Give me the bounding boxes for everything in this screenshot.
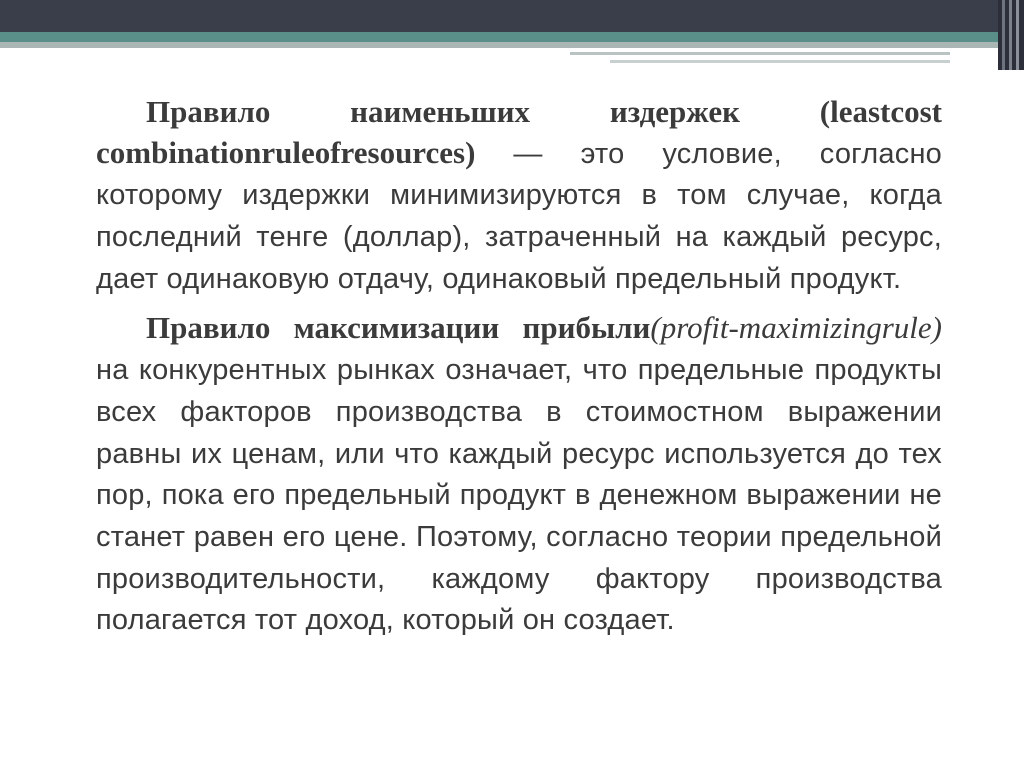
edge-stripes	[998, 0, 1024, 70]
decorative-line	[570, 52, 950, 55]
header-bar	[0, 0, 1024, 32]
paragraph-least-cost-rule	[96, 92, 942, 300]
term-profit-max-rule: Правило максимизации прибыли	[146, 309, 651, 345]
slide-body	[96, 92, 942, 641]
paragraph-profit-max-rule	[96, 308, 942, 642]
term-least-cost-rule: Правило наименьших издержек (leastcost combinationruleofresources)	[96, 94, 942, 170]
term-profit-max-rule-en: (profit-maximizingrule)	[650, 309, 942, 345]
header-accent-band	[0, 32, 1024, 42]
decorative-line	[610, 60, 950, 63]
definition-profit-max-rule: на конкурентных рынках означает, что предельные продукты всех факторов производства в стоимостном выражении равны их ценам, или что каждый ресурс используется до тех пор, пока его предельный продукт в денежном выражении не станет равен его цене. Поэтому, согласно теории предельной производительности, каждому фактору производства полагается тот доход, который он создает.	[96, 354, 942, 637]
definition-least-cost-rule: — это условие, согласно которому издержки минимизируются в том случае, когда последний тенге (доллар), затраченный на каждый ресурс, дает одинаковую отдачу, одинаковый предельный продукт.	[96, 137, 942, 295]
header-grey-band	[0, 42, 1024, 48]
